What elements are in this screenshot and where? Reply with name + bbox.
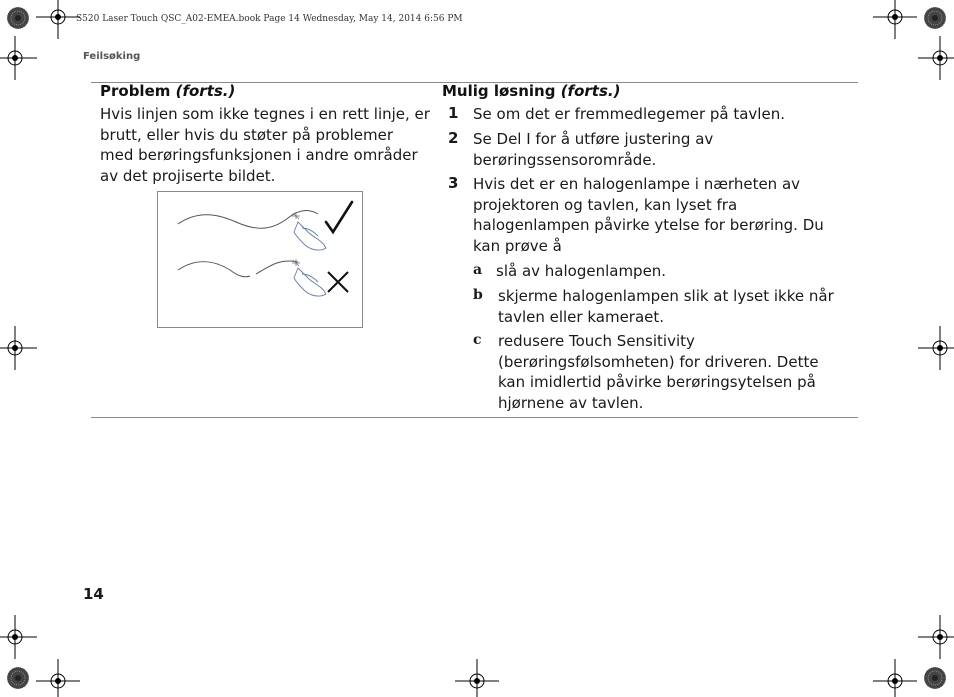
line-drawing-illustration: [158, 192, 362, 327]
section-label: Feilsøking: [83, 51, 141, 62]
print-header: S520 Laser Touch QSC_A02-EMEA.book Page 14 Wednesday, May 14, 2014 6:56 PM: [76, 14, 463, 24]
step-text: Hvis det er en halogenlampe i nærheten av projektoren og tavlen, kan lyset fra halogenlampen påvirke ytelse for berøring. Du kan prøve å: [473, 175, 824, 255]
solution-heading: [442, 82, 620, 100]
problem-heading-suffix: (forts.): [175, 82, 236, 100]
substep-text: redusere Touch Sensitivity (berøringsfølsomheten) for driveren. Dette kan imidlertid påvirke berøringsytelsen på hjørnene av tavlen.: [498, 332, 819, 412]
solution-heading-suffix: (forts.): [560, 82, 621, 100]
step-number: 3: [448, 174, 459, 192]
problem-heading-text: Problem: [100, 82, 171, 100]
solution-heading-text: Mulig løsning: [442, 82, 556, 100]
step-number: 1: [448, 104, 459, 122]
substep-letter: c: [473, 332, 482, 348]
checkmark-icon: [326, 202, 352, 232]
substep-text: skjerme halogenlampen slik at lyset ikke når tavlen eller kameraet.: [498, 287, 834, 326]
problem-heading: [100, 82, 235, 100]
step-number: 2: [448, 129, 459, 147]
substep-letter: b: [473, 287, 483, 303]
problem-description: Hvis linjen som ikke tegnes i en rett linje, er brutt, eller hvis du støter på problemer med berøringsfunksjonen i andre områder av det projiserte bildet.: [100, 105, 430, 185]
step-text: Se om det er fremmedlegemer på tavlen.: [473, 105, 785, 123]
substep-letter: a: [473, 262, 483, 278]
touch-illustration: [157, 191, 363, 328]
substep-text: slå av halogenlampen.: [496, 262, 667, 280]
page-number: 14: [83, 585, 104, 603]
step-text: Se Del I for å utføre justering av berøringssensorområde.: [473, 130, 714, 169]
hand-pointer-icon: [294, 222, 326, 296]
cross-icon: [328, 272, 348, 292]
table-bottom-rule: [91, 417, 858, 418]
